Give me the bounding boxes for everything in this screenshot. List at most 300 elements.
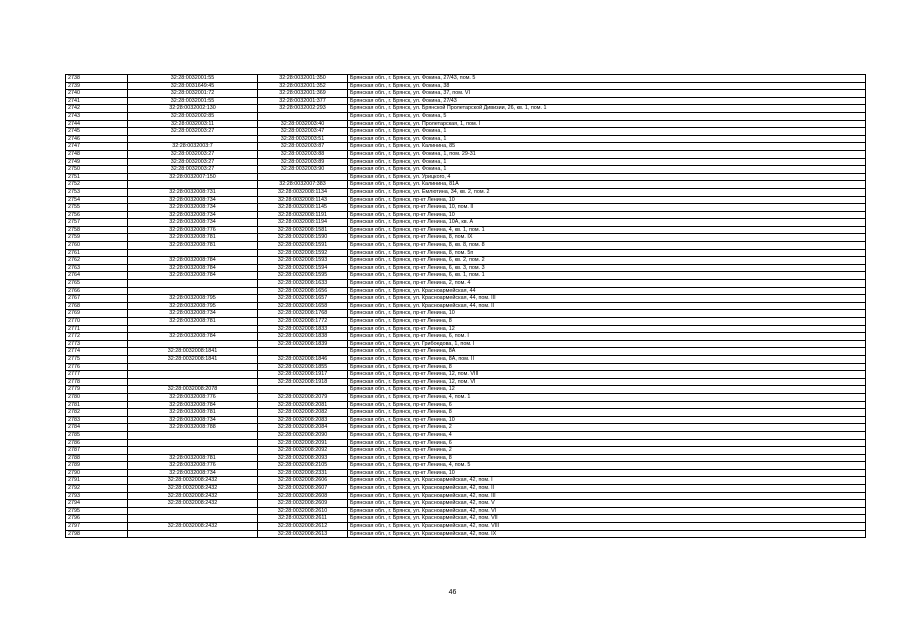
table-row (66, 447, 866, 455)
table-row (66, 469, 866, 477)
row-number-cell: 2794 (66, 500, 128, 508)
table-row (66, 158, 866, 166)
address-cell: Брянская обл., г. Брянск, пр-кт Ленина, 6, пом. I (348, 333, 866, 341)
parcel-number-cell: 32:28:0032003:7 (128, 143, 258, 151)
table-row (66, 264, 866, 272)
parcel-number-cell: 32:28:0032003:27 (128, 166, 258, 174)
row-number-cell: 2774 (66, 348, 128, 356)
table-row (66, 530, 866, 538)
object-number-cell: 32:28:0032008:2083 (258, 416, 348, 424)
object-number-cell: 32:28:0032007:383 (258, 181, 348, 189)
table-row (66, 219, 866, 227)
object-number-cell: 32:28:0032008:1833 (258, 325, 348, 333)
address-cell: Брянская обл., г. Брянск, пр-кт Ленина, 6, кв. 1, пом. 1 (348, 272, 866, 280)
object-number-cell: 32:28:0032008:2331 (258, 469, 348, 477)
address-cell: Брянская обл., г. Брянск, пр-кт Ленина, 8, кв. 8, пом. 8 (348, 242, 866, 250)
object-number-cell: 32:28:0032008:2610 (258, 507, 348, 515)
object-number-cell: 32:28:0032008:1918 (258, 378, 348, 386)
row-number-cell: 2741 (66, 97, 128, 105)
parcel-number-cell (128, 439, 258, 447)
row-number-cell: 2753 (66, 188, 128, 196)
row-number-cell: 2797 (66, 523, 128, 531)
row-number-cell: 2796 (66, 515, 128, 523)
object-number-cell: 32:28:0032008:2092 (258, 447, 348, 455)
address-cell: Брянская обл., г. Брянск, ул. Красноармейская, 42, пом. IX (348, 530, 866, 538)
address-cell: Брянская обл., г. Брянск, ул. Фокина, 1 (348, 166, 866, 174)
parcel-number-cell: 32:28:0032003:27 (128, 158, 258, 166)
row-number-cell: 2784 (66, 424, 128, 432)
object-number-cell: 32:28:0032008:1590 (258, 234, 348, 242)
address-cell: Брянская обл., г. Брянск, ул. Красноармейская, 42, пом. VIII (348, 523, 866, 531)
address-cell: Брянская обл., г. Брянск, пр-кт Ленина, 2, пом. 4 (348, 280, 866, 288)
address-cell: Брянская обл., г. Брянск, пр-кт Ленина, 8 (348, 318, 866, 326)
row-number-cell: 2740 (66, 90, 128, 98)
parcel-number-cell: 32:28:0032008:781 (128, 318, 258, 326)
table-row (66, 112, 866, 120)
address-cell: Брянская обл., г. Брянск, ул. Фокина, 38 (348, 82, 866, 90)
row-number-cell: 2764 (66, 272, 128, 280)
parcel-number-cell (128, 181, 258, 189)
parcel-number-cell: 32:28:0032008:795 (128, 295, 258, 303)
address-cell: Брянская обл., г. Брянск, ул. Красноармейская, 44 (348, 287, 866, 295)
parcel-number-cell: 32:28:0032008:776 (128, 462, 258, 470)
address-cell: Брянская обл., г. Брянск, ул. Калинина, 81А (348, 181, 866, 189)
table-row (66, 333, 866, 341)
parcel-number-cell: 32:28:0032002:85 (128, 112, 258, 120)
address-cell: Брянская обл., г. Брянск, ул. Красноармейская, 42, пом. VI (348, 507, 866, 515)
object-number-cell (258, 386, 348, 394)
table-row (66, 393, 866, 401)
row-number-cell: 2767 (66, 295, 128, 303)
address-cell: Брянская обл., г. Брянск, пр-кт Ленина, 8 (348, 454, 866, 462)
object-number-cell: 32:28:0032008:1657 (258, 295, 348, 303)
row-number-cell: 2752 (66, 181, 128, 189)
table-row (66, 226, 866, 234)
address-cell: Брянская обл., г. Брянск, пр-кт Ленина, 10 (348, 310, 866, 318)
parcel-number-cell: 32:28:0032007:150 (128, 173, 258, 181)
address-cell: Брянская обл., г. Брянск, пр-кт Ленина, 10, пом. II (348, 204, 866, 212)
row-number-cell: 2763 (66, 264, 128, 272)
object-number-cell: 32:28:0032008:1145 (258, 204, 348, 212)
object-number-cell: 32:28:0032001:369 (258, 90, 348, 98)
table-row (66, 128, 866, 136)
address-cell: Брянская обл., г. Брянск, пр-кт Ленина, 12 (348, 325, 866, 333)
parcel-number-cell (128, 340, 258, 348)
row-number-cell: 2747 (66, 143, 128, 151)
address-cell: Брянская обл., г. Брянск, пр-кт Ленина, 8, пом. 5п (348, 249, 866, 257)
row-number-cell: 2782 (66, 409, 128, 417)
object-number-cell: 32:28:0032003:87 (258, 143, 348, 151)
table-row (66, 295, 866, 303)
table-row (66, 234, 866, 242)
parcel-number-cell: 32:28:0032008:795 (128, 302, 258, 310)
object-number-cell: 32:28:0032008:2090 (258, 431, 348, 439)
row-number-cell: 2761 (66, 249, 128, 257)
parcel-number-cell (128, 325, 258, 333)
address-cell: Брянская обл., г. Брянск, ул. Фокина, 1 (348, 135, 866, 143)
object-number-cell: 32:28:0032008:1591 (258, 242, 348, 250)
parcel-number-cell: 32:28:0032008:2432 (128, 523, 258, 531)
page-number: 46 (448, 589, 457, 596)
row-number-cell: 2743 (66, 112, 128, 120)
parcel-number-cell: 32:28:0032008:1841 (128, 355, 258, 363)
object-number-cell: 32:28:0032008:2091 (258, 439, 348, 447)
row-number-cell: 2745 (66, 128, 128, 136)
parcel-number-cell: 32:28:0032008:734 (128, 310, 258, 318)
address-cell: Брянская обл., г. Брянск, пр-кт Ленина, 10 (348, 196, 866, 204)
address-cell: Брянская обл., г. Брянск, ул. Красноармейская, 44, пом. III (348, 295, 866, 303)
table-row (66, 318, 866, 326)
object-number-cell: 32:28:0032008:2613 (258, 530, 348, 538)
object-number-cell: 32:28:0032008:1855 (258, 363, 348, 371)
address-cell: Брянская обл., г. Брянск, ул. Калинина, 85 (348, 143, 866, 151)
parcel-number-cell (128, 363, 258, 371)
table-row (66, 515, 866, 523)
table-row (66, 90, 866, 98)
address-cell: Брянская обл., г. Брянск, ул. Фокина, 27/43, пом. 5 (348, 75, 866, 83)
address-cell: Брянская обл., г. Брянск, ул. Красноармейская, 42, пом. VII (348, 515, 866, 523)
object-number-cell: 32:28:0032003:90 (258, 166, 348, 174)
parcel-number-cell: 32:28:0032008:2432 (128, 477, 258, 485)
table-row (66, 401, 866, 409)
parcel-number-cell: 32:28:0032008:788 (128, 424, 258, 432)
row-number-cell: 2789 (66, 462, 128, 470)
row-number-cell: 2779 (66, 386, 128, 394)
row-number-cell: 2758 (66, 226, 128, 234)
parcel-number-cell: 32:28:0032008:784 (128, 257, 258, 265)
object-number-cell (258, 112, 348, 120)
parcel-number-cell: 32:28:0032008:734 (128, 211, 258, 219)
address-cell: Брянская обл., г. Брянск, ул. Красноармейская, 42, пом. II (348, 485, 866, 493)
object-number-cell: 32:28:0032008:1595 (258, 272, 348, 280)
table-row (66, 120, 866, 128)
parcel-number-cell: 32:28:0032008:734 (128, 204, 258, 212)
table-row (66, 150, 866, 158)
row-number-cell: 2738 (66, 75, 128, 83)
table-row (66, 507, 866, 515)
parcel-number-cell (128, 507, 258, 515)
address-cell: Брянская обл., г. Брянск, пр-кт Ленина, 2 (348, 424, 866, 432)
address-cell: Брянская обл., г. Брянск, ул. Урицкого, 4 (348, 173, 866, 181)
address-cell: Брянская обл., г. Брянск, пр-кт Ленина, 12, пом. VIII (348, 371, 866, 379)
address-cell: Брянская обл., г. Брянск, пр-кт Ленина, 8 (348, 409, 866, 417)
row-number-cell: 2793 (66, 492, 128, 500)
address-cell: Брянская обл., г. Брянск, ул. Красноармейская, 44, пом. II (348, 302, 866, 310)
address-cell: Брянская обл., г. Брянск, ул. Фокина, 27/43 (348, 97, 866, 105)
row-number-cell: 2755 (66, 204, 128, 212)
table-row (66, 378, 866, 386)
address-cell: Брянская обл., г. Брянск, пр-кт Ленина, 6, кв. 3, пом. 3 (348, 264, 866, 272)
object-number-cell: 32:28:0032008:1194 (258, 219, 348, 227)
row-number-cell: 2795 (66, 507, 128, 515)
address-cell: Брянская обл., г. Брянск, пр-кт Ленина, 8 (348, 363, 866, 371)
parcel-number-cell: 32:28:0032001:72 (128, 90, 258, 98)
row-number-cell: 2757 (66, 219, 128, 227)
table-row (66, 173, 866, 181)
table-row (66, 424, 866, 432)
address-cell: Брянская обл., г. Брянск, ул. Брянской Пролетарской Дивизии, 26, кв. 1, пом. 1 (348, 105, 866, 113)
parcel-number-cell: 32:28:0032008:776 (128, 226, 258, 234)
row-number-cell: 2778 (66, 378, 128, 386)
table-row (66, 371, 866, 379)
table-row (66, 75, 866, 83)
row-number-cell: 2791 (66, 477, 128, 485)
parcel-number-cell: 32:28:0032008:784 (128, 264, 258, 272)
object-number-cell: 32:28:0032001:352 (258, 82, 348, 90)
object-number-cell: 32:28:0032008:1846 (258, 355, 348, 363)
row-number-cell: 2785 (66, 431, 128, 439)
object-number-cell: 32:28:0032008:2081 (258, 401, 348, 409)
object-number-cell: 32:28:0032008:2079 (258, 393, 348, 401)
object-number-cell: 32:28:0032008:1839 (258, 340, 348, 348)
table-row (66, 211, 866, 219)
object-number-cell: 32:28:0032008:1656 (258, 287, 348, 295)
table-row (66, 348, 866, 356)
parcel-number-cell: 32:28:0032008:776 (128, 393, 258, 401)
parcel-number-cell: 32:28:0032008:734 (128, 196, 258, 204)
parcel-number-cell: 32:28:0032008:784 (128, 333, 258, 341)
object-number-cell: 32:28:0032003:88 (258, 150, 348, 158)
table-row (66, 287, 866, 295)
row-number-cell: 2776 (66, 363, 128, 371)
address-cell: Брянская обл., г. Брянск, пр-кт Ленина, 10 (348, 416, 866, 424)
row-number-cell: 2781 (66, 401, 128, 409)
table-row (66, 135, 866, 143)
table-row (66, 97, 866, 105)
parcel-number-cell: 32:28:0032008:734 (128, 219, 258, 227)
table-row (66, 409, 866, 417)
parcel-number-cell (128, 378, 258, 386)
parcel-number-cell: 32:28:0032008:781 (128, 234, 258, 242)
address-cell: Брянская обл., г. Брянск, ул. Фокина, 1 (348, 158, 866, 166)
parcel-number-cell: 32:28:0032008:731 (128, 188, 258, 196)
table-row (66, 462, 866, 470)
address-cell: Брянская обл., г. Брянск, ул. Красноармейская, 42, пом. V (348, 500, 866, 508)
object-number-cell: 32:28:0032008:2607 (258, 485, 348, 493)
address-cell: Брянская обл., г. Брянск, ул. Емлютина, 34, кв. 2, пом. 2 (348, 188, 866, 196)
row-number-cell: 2772 (66, 333, 128, 341)
object-number-cell: 32:28:0032008:2611 (258, 515, 348, 523)
row-number-cell: 2771 (66, 325, 128, 333)
row-number-cell: 2759 (66, 234, 128, 242)
address-cell: Брянская обл., г. Брянск, пр-кт Ленина, 2 (348, 447, 866, 455)
address-cell: Брянская обл., г. Брянск, пр-кт Ленина, 10 (348, 211, 866, 219)
table-body (66, 75, 866, 538)
object-number-cell: 32:28:0032003:47 (258, 128, 348, 136)
table-row (66, 242, 866, 250)
table-row (66, 485, 866, 493)
parcel-number-cell (128, 371, 258, 379)
row-number-cell: 2783 (66, 416, 128, 424)
object-number-cell: 32:28:0032008:1838 (258, 333, 348, 341)
parcel-number-cell (128, 249, 258, 257)
row-number-cell: 2790 (66, 469, 128, 477)
parcel-number-cell: 32:28:0032008:734 (128, 469, 258, 477)
parcel-number-cell: 32:28:0032001:55 (128, 75, 258, 83)
object-number-cell: 32:28:0032003:89 (258, 158, 348, 166)
address-cell: Брянская обл., г. Брянск, ул. Красноармейская, 42, пом. I (348, 477, 866, 485)
table-row (66, 302, 866, 310)
parcel-number-cell (128, 447, 258, 455)
table-row (66, 355, 866, 363)
address-cell: Брянская обл., г. Брянск, пр-кт Ленина, 4, пом. 5 (348, 462, 866, 470)
address-cell: Брянская обл., г. Брянск, пр-кт Ленина, 6, кв. 2, пом. 2 (348, 257, 866, 265)
parcel-number-cell: 32:28:0032008:781 (128, 454, 258, 462)
row-number-cell: 2751 (66, 173, 128, 181)
parcel-number-cell: 32:28:0032003:11 (128, 120, 258, 128)
row-number-cell: 2773 (66, 340, 128, 348)
parcel-number-cell: 32:28:0032008:734 (128, 416, 258, 424)
object-number-cell: 32:28:0032008:2093 (258, 454, 348, 462)
table-row (66, 188, 866, 196)
object-number-cell: 32:28:0032008:2105 (258, 462, 348, 470)
parcel-number-cell (128, 530, 258, 538)
table-row (66, 280, 866, 288)
object-number-cell: 32:28:0032008:1917 (258, 371, 348, 379)
table-row (66, 204, 866, 212)
object-number-cell: 32:28:0032008:1592 (258, 249, 348, 257)
object-number-cell: 32:28:0032008:2609 (258, 500, 348, 508)
address-cell: Брянская обл., г. Брянск, пр-кт Ленина, 8А, пом. II (348, 355, 866, 363)
row-number-cell: 2762 (66, 257, 128, 265)
row-number-cell: 2786 (66, 439, 128, 447)
table-row (66, 325, 866, 333)
table-row (66, 82, 866, 90)
row-number-cell: 2769 (66, 310, 128, 318)
parcel-number-cell (128, 280, 258, 288)
parcel-number-cell: 32:28:0032008:2432 (128, 485, 258, 493)
table-row (66, 386, 866, 394)
parcel-number-cell: 32:28:0032003:27 (128, 150, 258, 158)
row-number-cell: 2777 (66, 371, 128, 379)
address-cell: Брянская обл., г. Брянск, пр-кт Ленина, 10А, кв. А (348, 219, 866, 227)
row-number-cell: 2765 (66, 280, 128, 288)
parcel-number-cell: 32:28:0032002:130 (128, 105, 258, 113)
object-number-cell: 32:28:0032008:2608 (258, 492, 348, 500)
parcel-number-cell (128, 431, 258, 439)
parcel-number-cell: 32:28:0032008:781 (128, 409, 258, 417)
address-cell: Брянская обл., г. Брянск, пр-кт Ленина, 6 (348, 401, 866, 409)
object-number-cell: 32:28:0032001:377 (258, 97, 348, 105)
address-cell: Брянская обл., г. Брянск, пр-кт Ленина, 4, кв. 1, пом. 1 (348, 226, 866, 234)
object-number-cell: 32:28:0032008:1594 (258, 264, 348, 272)
object-number-cell: 32:28:0032008:1768 (258, 310, 348, 318)
object-number-cell: 32:28:0032008:1658 (258, 302, 348, 310)
table-row (66, 257, 866, 265)
address-cell: Брянская обл., г. Брянск, ул. Грибоедова, 1, пом. I (348, 340, 866, 348)
table-row (66, 454, 866, 462)
row-number-cell: 2756 (66, 211, 128, 219)
object-number-cell: 32:28:0032008:1134 (258, 188, 348, 196)
object-number-cell: 32:28:0032008:2082 (258, 409, 348, 417)
object-number-cell: 32:28:0032008:1581 (258, 226, 348, 234)
table-row (66, 523, 866, 531)
row-number-cell: 2749 (66, 158, 128, 166)
parcel-number-cell: 32:28:0032008:2432 (128, 492, 258, 500)
row-number-cell: 2754 (66, 196, 128, 204)
address-cell: Брянская обл., г. Брянск, пр-кт Ленина, 6 (348, 439, 866, 447)
parcel-number-cell: 32:28:0032008:1841 (128, 348, 258, 356)
address-cell: Брянская обл., г. Брянск, пр-кт Ленина, 4 (348, 431, 866, 439)
row-number-cell: 2788 (66, 454, 128, 462)
table-row (66, 363, 866, 371)
parcel-number-cell (128, 287, 258, 295)
cadastral-table (65, 74, 866, 538)
row-number-cell: 2760 (66, 242, 128, 250)
object-number-cell: 32:28:0032002:293 (258, 105, 348, 113)
row-number-cell: 2766 (66, 287, 128, 295)
parcel-number-cell: 32:28:0032008:2432 (128, 500, 258, 508)
object-number-cell: 32:28:0032008:1191 (258, 211, 348, 219)
table-row (66, 166, 866, 174)
row-number-cell: 2780 (66, 393, 128, 401)
row-number-cell: 2748 (66, 150, 128, 158)
address-cell: Брянская обл., г. Брянск, пр-кт Ленина, 10 (348, 469, 866, 477)
row-number-cell: 2746 (66, 135, 128, 143)
object-number-cell: 32:28:0032003:51 (258, 135, 348, 143)
row-number-cell: 2744 (66, 120, 128, 128)
parcel-number-cell: 32:28:0032001:55 (128, 97, 258, 105)
row-number-cell: 2775 (66, 355, 128, 363)
parcel-number-cell (128, 135, 258, 143)
address-cell: Брянская обл., г. Брянск, пр-кт Ленина, 4, пом. 1 (348, 393, 866, 401)
parcel-number-cell: 32:28:0032003:27 (128, 128, 258, 136)
address-cell: Брянская обл., г. Брянск, пр-кт Ленина, 12, пом. VI (348, 378, 866, 386)
parcel-number-cell: 32:28:0032008:2078 (128, 386, 258, 394)
object-number-cell: 32:28:0032008:2084 (258, 424, 348, 432)
row-number-cell: 2768 (66, 302, 128, 310)
table-row (66, 340, 866, 348)
parcel-number-cell: 32:28:0032008:784 (128, 401, 258, 409)
object-number-cell (258, 348, 348, 356)
row-number-cell: 2739 (66, 82, 128, 90)
table-row (66, 492, 866, 500)
object-number-cell: 32:28:0032008:1772 (258, 318, 348, 326)
object-number-cell (258, 173, 348, 181)
row-number-cell: 2798 (66, 530, 128, 538)
object-number-cell: 32:28:0032003:40 (258, 120, 348, 128)
address-cell: Брянская обл., г. Брянск, ул. Фокина, 1, пом. 29-31 (348, 150, 866, 158)
row-number-cell: 2750 (66, 166, 128, 174)
table-row (66, 416, 866, 424)
table-row (66, 310, 866, 318)
address-cell: Брянская обл., г. Брянск, пр-кт Ленина, 12 (348, 386, 866, 394)
address-cell: Брянская обл., г. Брянск, ул. Пролетарская, 1, пом. I (348, 120, 866, 128)
table-row (66, 181, 866, 189)
parcel-number-cell: 32:28:0032008:784 (128, 272, 258, 280)
address-cell: Брянская обл., г. Брянск, ул. Фокина, 1 (348, 128, 866, 136)
table-row (66, 272, 866, 280)
table-row (66, 500, 866, 508)
object-number-cell: 32:28:0032008:2606 (258, 477, 348, 485)
object-number-cell: 32:28:0032008:2612 (258, 523, 348, 531)
table-row (66, 249, 866, 257)
object-number-cell: 32:28:0032008:1143 (258, 196, 348, 204)
address-cell: Брянская обл., г. Брянск, ул. Фокина, 37, пом. VI (348, 90, 866, 98)
address-cell: Брянская обл., г. Брянск, пр-кт Ленина, 8, пом. IX (348, 234, 866, 242)
parcel-number-cell (128, 515, 258, 523)
address-cell: Брянская обл., г. Брянск, ул. Красноармейская, 42, пом. III (348, 492, 866, 500)
parcel-number-cell: 32:28:0032008:781 (128, 242, 258, 250)
row-number-cell: 2770 (66, 318, 128, 326)
object-number-cell: 32:28:0032001:350 (258, 75, 348, 83)
row-number-cell: 2792 (66, 485, 128, 493)
table-row (66, 143, 866, 151)
row-number-cell: 2742 (66, 105, 128, 113)
table-row (66, 477, 866, 485)
address-cell: Брянская обл., г. Брянск, ул. Фокина, 5 (348, 112, 866, 120)
parcel-number-cell: 32:28:0031649:45 (128, 82, 258, 90)
